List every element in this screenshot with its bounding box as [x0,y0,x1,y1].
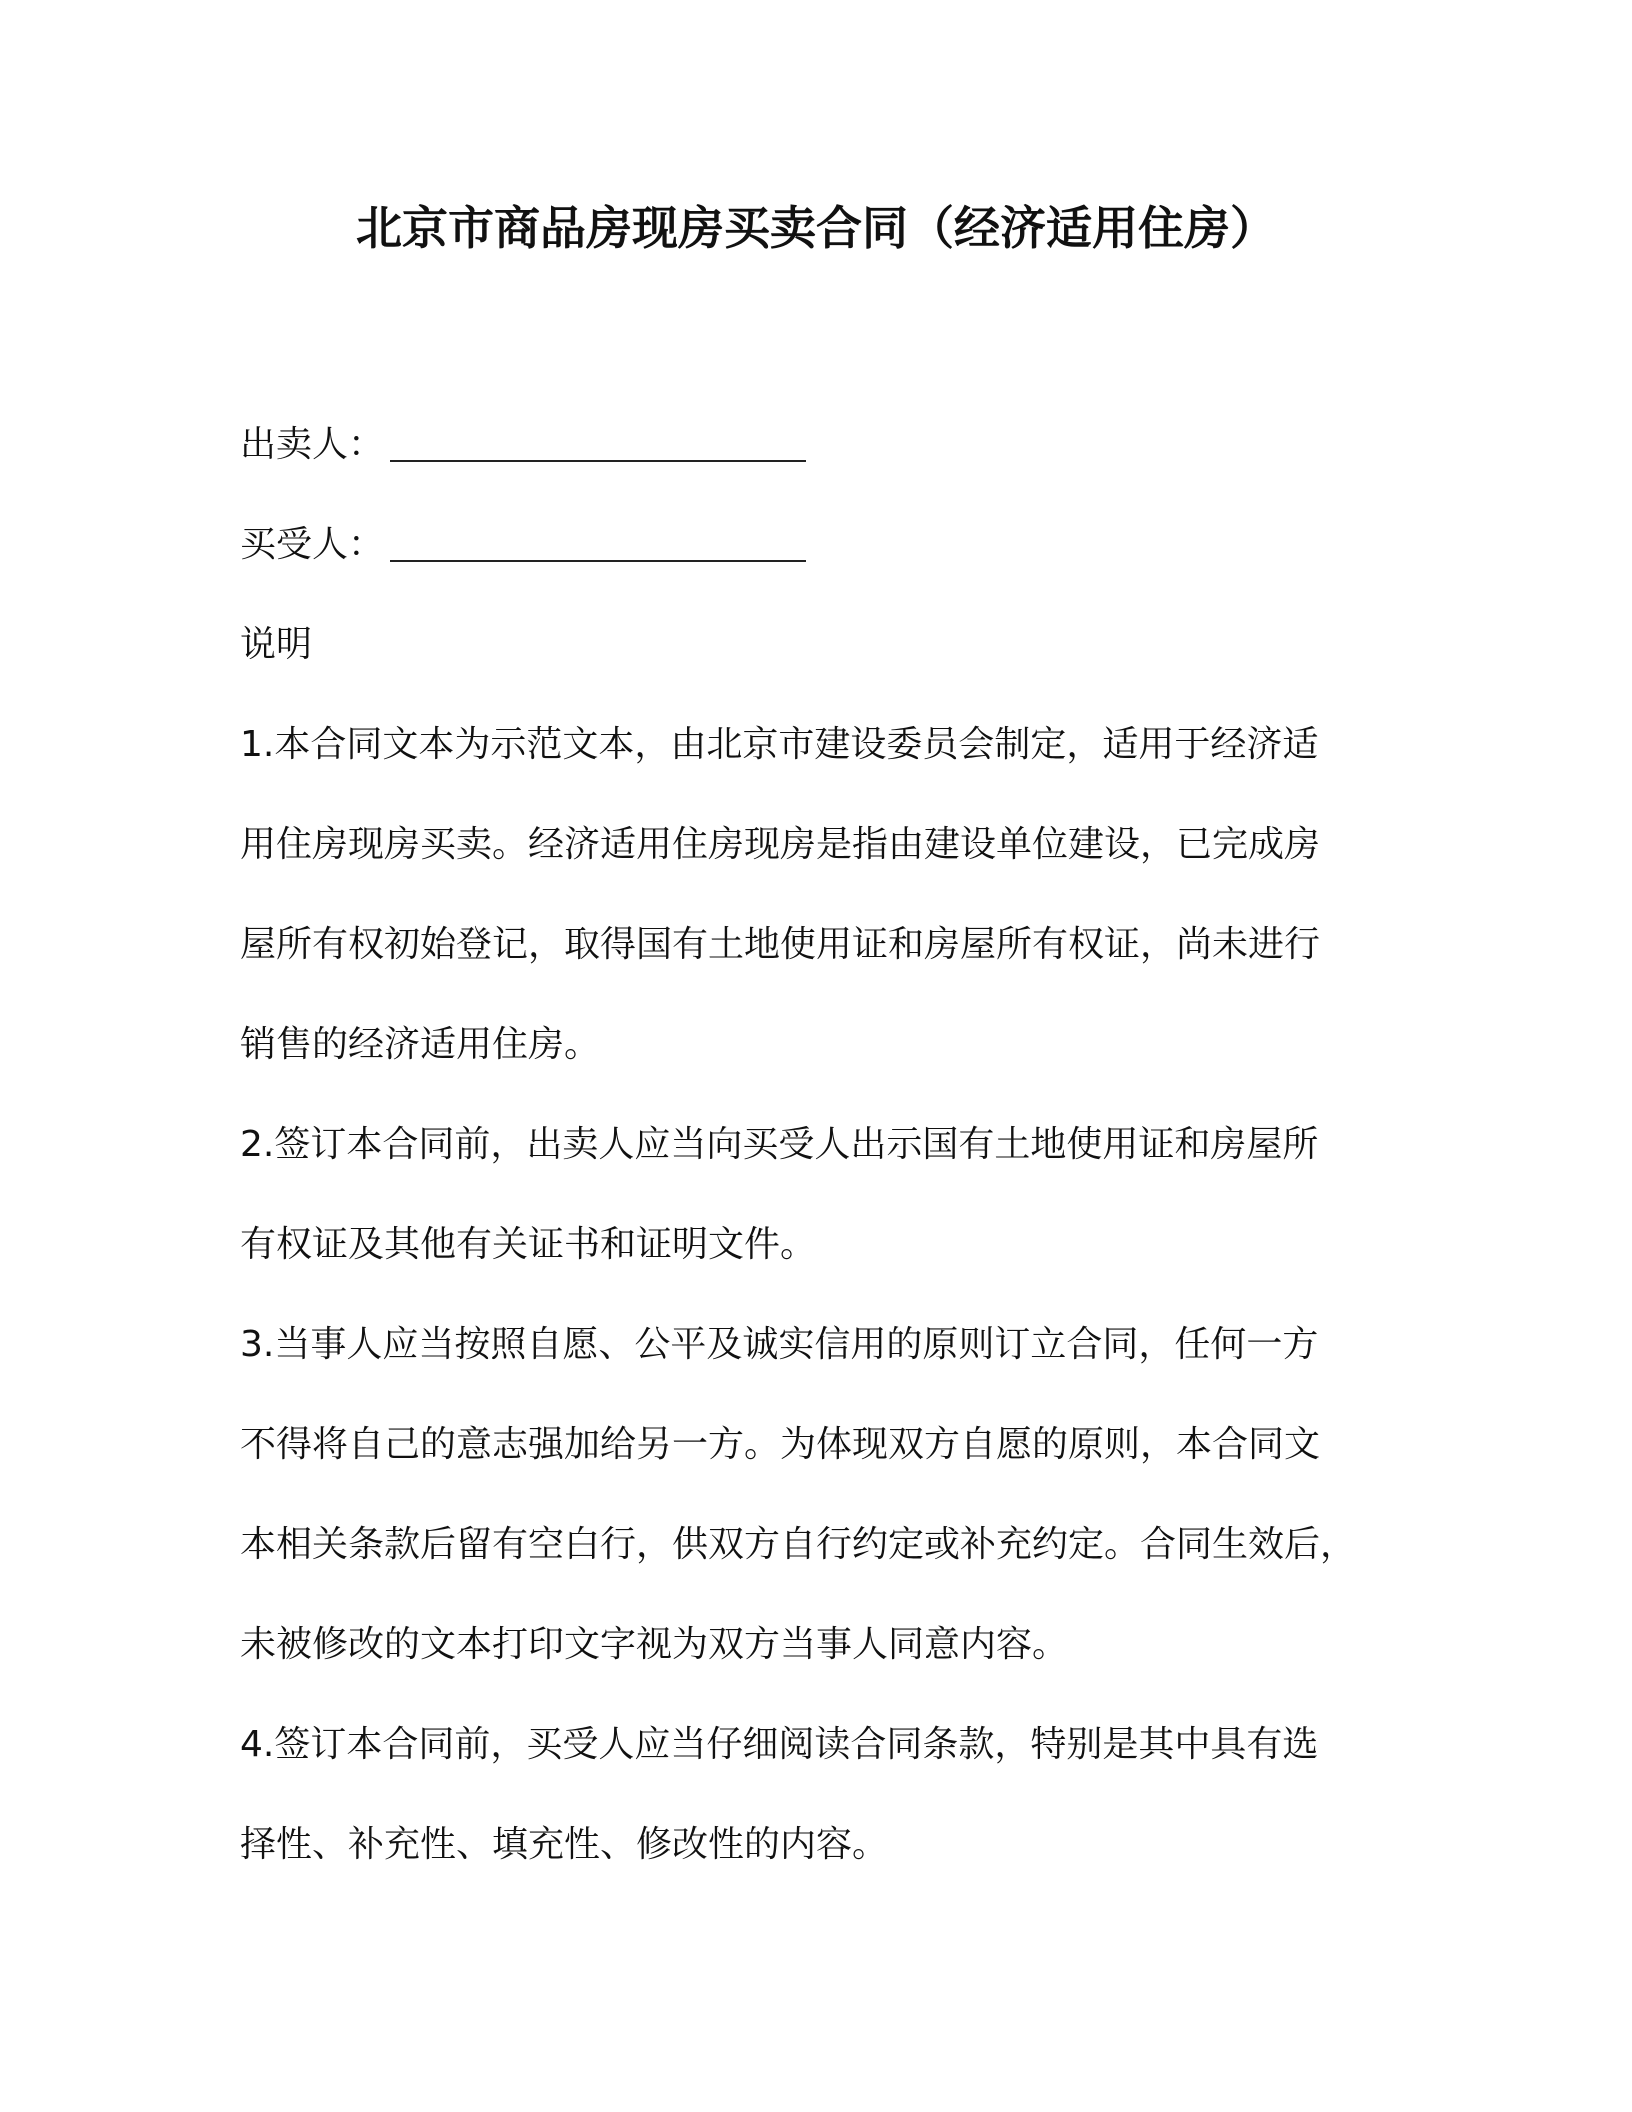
seller-label: 出卖人： [240,424,385,465]
text-line: 3.当事人应当按照自愿、公平及诚实信用的原则订立合同，任何一方 [240,1324,1319,1365]
document-title: 北京市商品房现房买卖合同（经济适用住房） [356,201,1276,255]
text-line: 本相关条款后留有空白行，供双方自行约定或补充约定。合同生效后， [240,1524,1357,1565]
text-line: 不得将自己的意志强加给另一方。为体现双方自愿的原则，本合同文 [240,1424,1321,1465]
seller-field [240,420,806,470]
text-line: 销售的经济适用住房。 [240,1024,601,1065]
text-line: 择性、补充性、填充性、修改性的内容。 [240,1824,889,1865]
text-line: 未被修改的文本打印文字视为双方当事人同意内容。 [240,1624,1069,1665]
text-line: 2.签订本合同前，出卖人应当向买受人出示国有土地使用证和房屋所 [240,1124,1319,1165]
seller-blank-line [390,420,806,462]
text-line: 屋所有权初始登记，取得国有土地使用证和房屋所有权证，尚未进行 [240,924,1321,965]
buyer-blank-line [390,520,806,562]
buyer-field [240,520,806,570]
text-line: 4.签订本合同前，买受人应当仔细阅读合同条款，特别是其中具有选 [240,1724,1319,1765]
section-heading: 说明 [240,624,313,665]
buyer-label: 买受人： [240,524,385,565]
text-line: 有权证及其他有关证书和证明文件。 [240,1224,817,1265]
text-line: 1.本合同文本为示范文本，由北京市建设委员会制定，适用于经济适 [240,724,1319,765]
text-line: 用住房现房买卖。经济适用住房现房是指由建设单位建设，已完成房 [240,824,1321,865]
